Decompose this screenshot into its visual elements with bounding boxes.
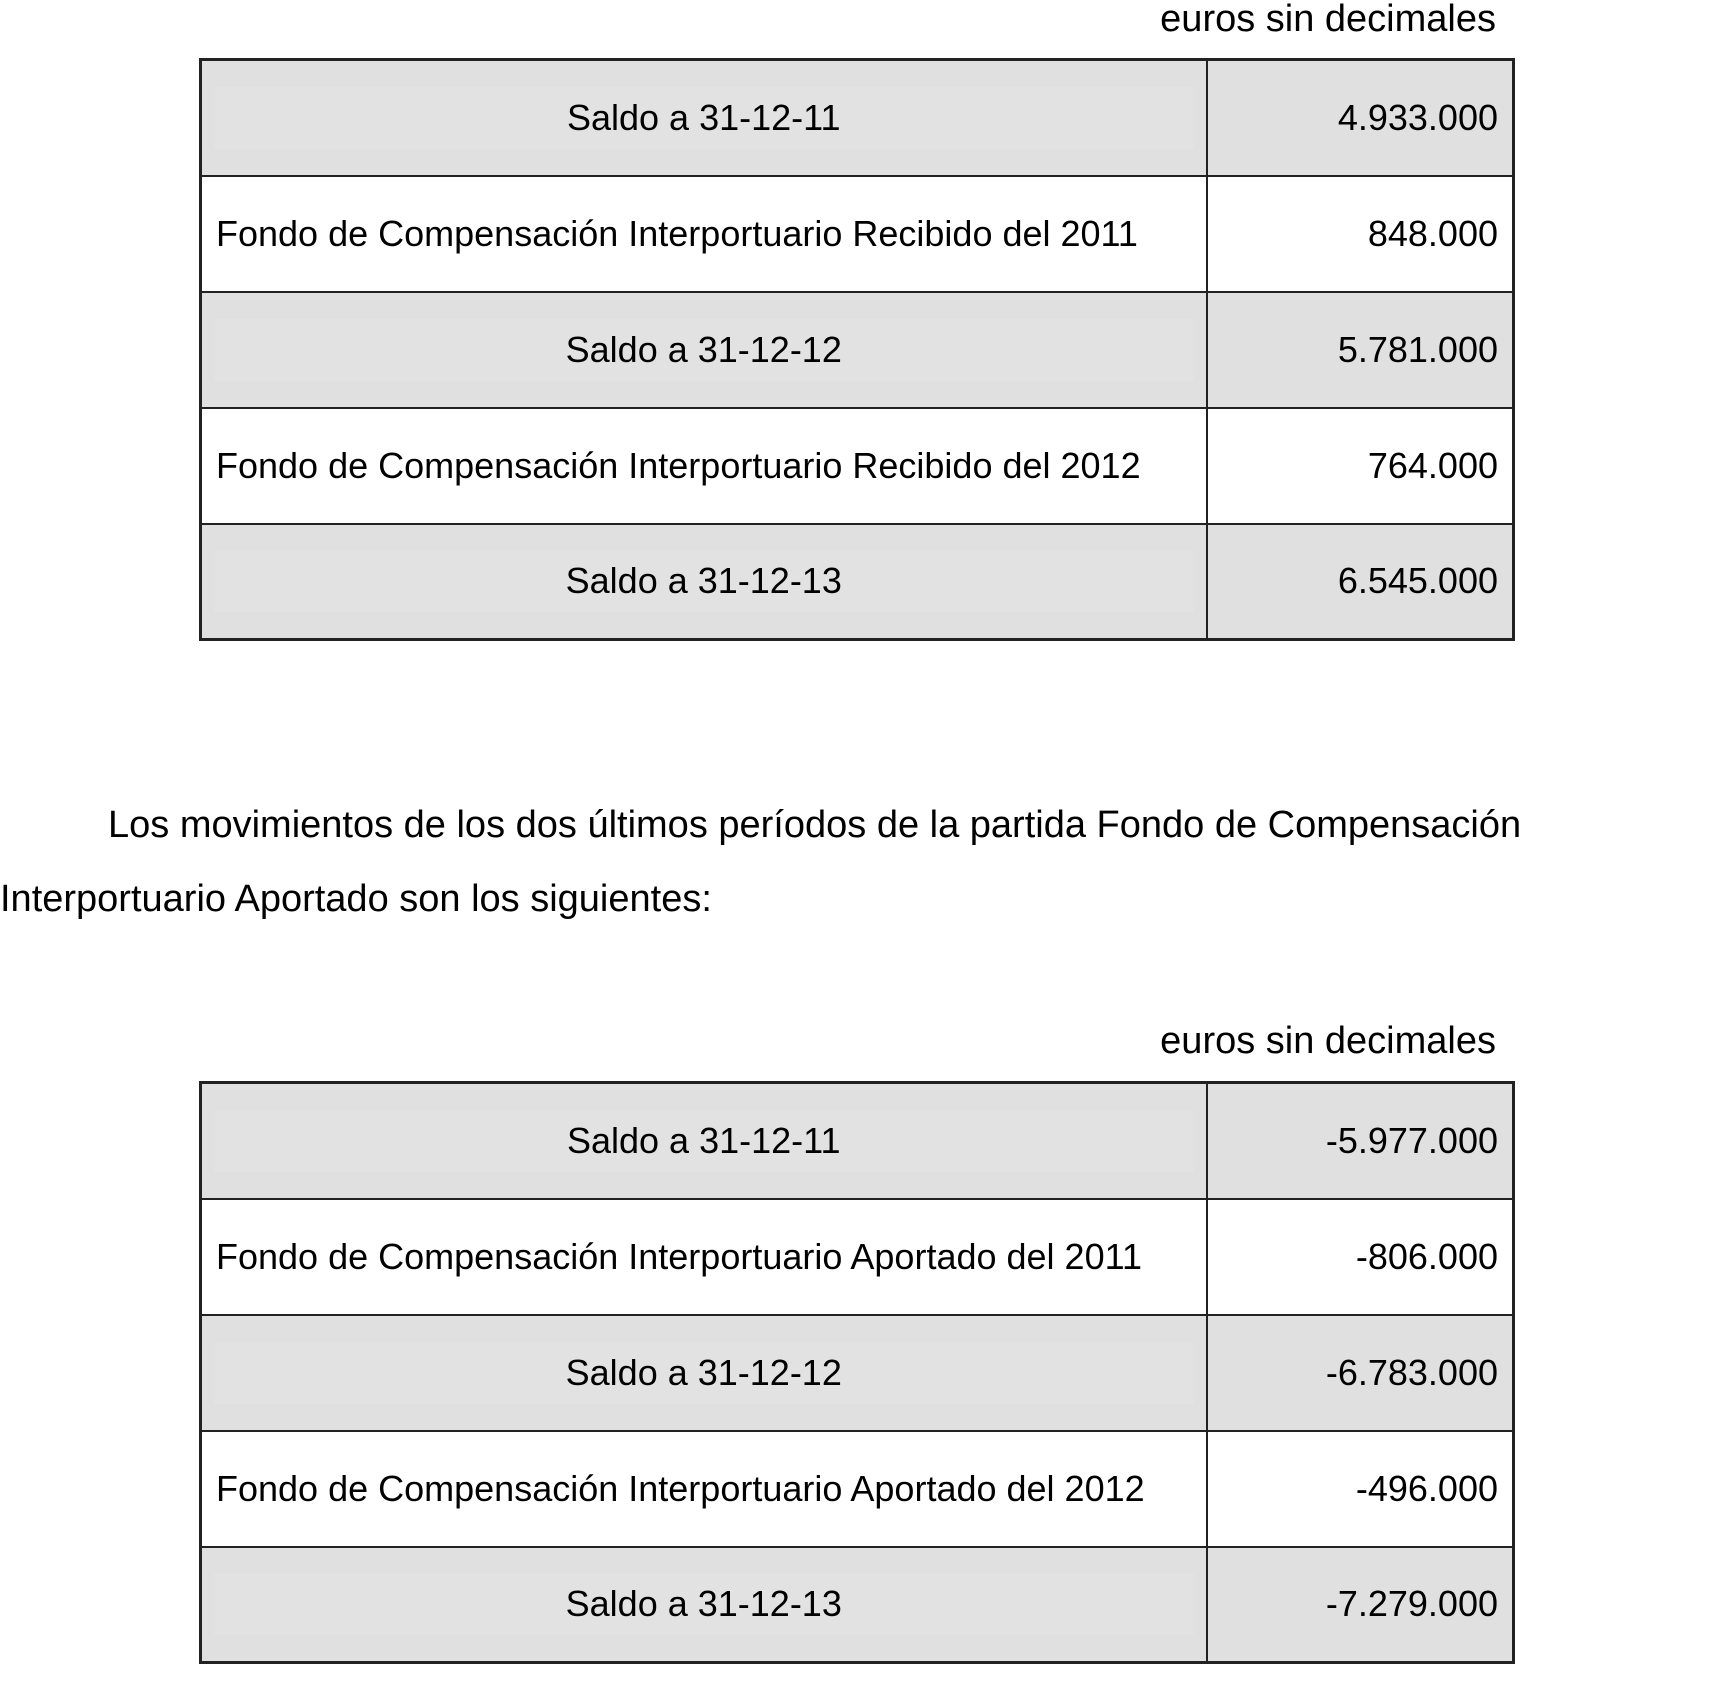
row-value: 4.933.000 [1207, 60, 1514, 176]
row-label: Saldo a 31-12-12 [201, 1315, 1207, 1431]
row-value: 848.000 [1207, 176, 1514, 292]
row-value: -806.000 [1207, 1199, 1514, 1315]
table-row [201, 1315, 1514, 1431]
table-row [201, 60, 1514, 176]
body-paragraph [0, 788, 1713, 936]
paragraph-line-2: Interportuario Aportado son los siguientes: [0, 878, 712, 920]
row-value: 6.545.000 [1207, 524, 1514, 640]
fondo-aportado-table [199, 1081, 1515, 1664]
row-label: Fondo de Compensación Interportuario Recibido del 2012 [201, 408, 1207, 524]
row-value: 764.000 [1207, 408, 1514, 524]
table-row [201, 408, 1514, 524]
row-label: Saldo a 31-12-11 [201, 1083, 1207, 1199]
table2-unit-label: euros sin decimales [1160, 1020, 1496, 1062]
row-label: Fondo de Compensación Interportuario Aportado del 2011 [201, 1199, 1207, 1315]
table1-unit-label: euros sin decimales [1160, 0, 1496, 40]
row-value: -7.279.000 [1207, 1547, 1514, 1663]
paragraph-line-1: Los movimientos de los dos últimos períodos de la partida Fondo de Compensación [108, 804, 1522, 846]
fondo-recibido-table [199, 58, 1515, 641]
row-value: -6.783.000 [1207, 1315, 1514, 1431]
table-row [201, 1547, 1514, 1663]
row-label: Saldo a 31-12-12 [201, 292, 1207, 408]
table-row [201, 1431, 1514, 1547]
table-row [201, 524, 1514, 640]
table-row [201, 1199, 1514, 1315]
row-label: Fondo de Compensación Interportuario Aportado del 2012 [201, 1431, 1207, 1547]
row-value: 5.781.000 [1207, 292, 1514, 408]
row-value: -496.000 [1207, 1431, 1514, 1547]
table-row [201, 1083, 1514, 1199]
row-label: Saldo a 31-12-11 [201, 60, 1207, 176]
row-label: Saldo a 31-12-13 [201, 524, 1207, 640]
row-label: Saldo a 31-12-13 [201, 1547, 1207, 1663]
table-row [201, 292, 1514, 408]
table-row [201, 176, 1514, 292]
row-label: Fondo de Compensación Interportuario Recibido del 2011 [201, 176, 1207, 292]
row-value: -5.977.000 [1207, 1083, 1514, 1199]
